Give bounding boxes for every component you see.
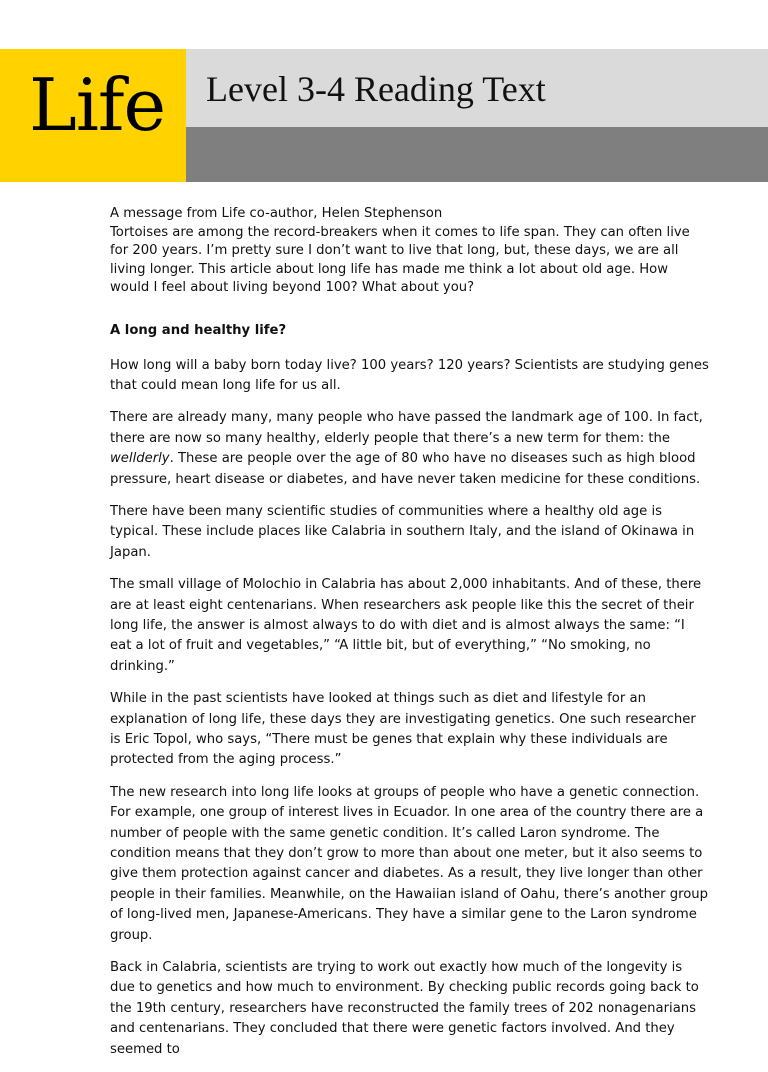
paragraph-2 — [110, 408, 710, 490]
section-heading: A long and healthy life? — [110, 322, 287, 338]
life-logo — [0, 49, 186, 182]
paragraph-2-end: . These are people over the age of 80 who have no diseases such as high blood pressure, heart disease or diabetes, and have never taken medicine for these conditions. — [110, 451, 701, 487]
paragraph-3: There have been many scientific studies of communities where a healthy old age is typical. These include places like Calabria in southern Italy, and the island of Okinawa in Japan. — [110, 503, 695, 560]
title-bar — [186, 49, 768, 127]
logo-text: Life — [29, 63, 166, 147]
page-header — [0, 49, 768, 182]
paragraph-2-start: There are already many, many people who have passed the landmark age of 100. In fact, there are now so many healthy, elderly people that there’s a new term for them: the — [110, 410, 703, 446]
header-accent-bar — [186, 127, 768, 182]
intro-paragraph: Tortoises are among the record-breakers when it comes to life span. They can often live for 200 years. I’m pretty sure I don’t want to live that long, but, these days, we are all living longer. This article about long life has made me think a lot about old age. How would I feel about living beyond 100? What about you? — [110, 224, 690, 295]
paragraph-7: Back in Calabria, scientists are trying to work out exactly how much of the longevity is due to genetics and how much to environment. By checking public records going back to the 19th century, researchers have reconstructed the family trees of 202 nonagenarians and centenarians. They concluded that there were genetic factors involved. And they seemed to — [110, 960, 699, 1057]
document-body — [110, 205, 710, 1072]
paragraph-1: How long will a baby born today live? 100 years? 120 years? Scientists are studying genes that could mean long life for us all. — [110, 357, 709, 393]
paragraph-6: The new research into long life looks at groups of people who have a genetic connection. For example, one group of interest lives in Ecuador. In one area of the country there are a number of people with the same genetic condition. It’s called Laron syndrome. The condition means that they don’t grow to more than about one meter, but it also seems to give them protection against cancer and diabetes. As a result, they live longer than other people in their families. Meanwhile, on the Hawaiian island of Oahu, there’s another group of long-lived men, Japanese-Americans. They have a similar gene to the Laron syndrome group. — [110, 784, 709, 943]
wellderly-term: wellderly — [110, 451, 170, 467]
intro-byline: A message from Life co-author, Helen Stephenson — [110, 206, 443, 221]
page-title: Level 3-4 Reading Text — [206, 69, 546, 109]
paragraph-5: While in the past scientists have looked at things such as diet and lifestyle for an explanation of long life, these days they are investigating genetics. One such researcher is Eric Topol, who says, “There must be genes that explain why these individuals are protected from the aging process.” — [110, 691, 696, 768]
paragraph-4: The small village of Molochio in Calabria has about 2,000 inhabitants. And of these, there are at least eight centenarians. When researchers ask people like this the secret of their long life, the answer is almost always to do with diet and is almost always the same: “I eat a lot of fruit and vegetables,” “A little bit, but of everything,” “No smoking, no drinking.” — [110, 577, 702, 674]
